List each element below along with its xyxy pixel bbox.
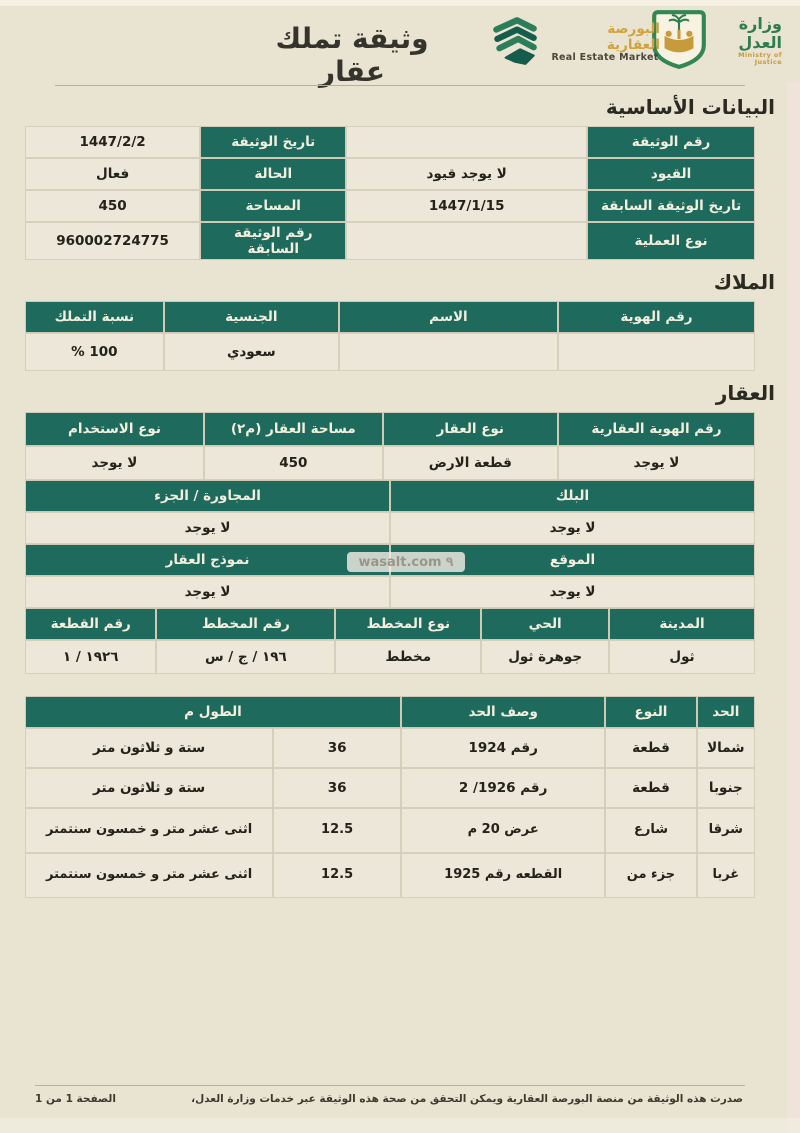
cell-value: ١٩٦ / ج / س	[156, 640, 335, 674]
rem-english-name: Real Estate Market	[551, 52, 659, 64]
cell-length-text: اثنى عشر متر و خمسون سنتمتر	[25, 853, 273, 898]
scan-edge-right	[787, 82, 800, 1133]
cell-length-number: 12.5	[273, 853, 401, 898]
cell-boundary-side: جنوبا	[697, 768, 755, 808]
column-header: الحي	[481, 608, 609, 640]
column-header: الاسم	[339, 301, 558, 333]
moj-english-name: Ministry of Justice	[738, 50, 782, 67]
cell-length-number: 36	[273, 728, 401, 768]
property-block-table	[25, 480, 755, 544]
cell-boundary-type: جزء من	[605, 853, 696, 898]
cell-value: 450	[25, 190, 200, 222]
column-header: النوع	[605, 696, 696, 728]
table-header-row	[25, 696, 755, 728]
owners-table	[25, 301, 755, 371]
column-header: نموذج العقار	[25, 544, 390, 576]
wasalt-mark-icon: ٩	[445, 554, 454, 570]
cell-length-text: ستة و ثلاثون متر	[25, 728, 273, 768]
rem-arabic-name: البورصة العقارية	[606, 21, 660, 53]
section-gap	[25, 684, 775, 696]
cell-value	[339, 333, 558, 371]
table-row	[25, 446, 755, 480]
table-header-row	[25, 301, 755, 333]
boundaries-table	[25, 696, 755, 898]
cell-value: فعال	[25, 158, 200, 190]
cell-value: لا يوجد	[25, 576, 390, 608]
table-row	[25, 853, 755, 898]
table-row	[25, 728, 755, 768]
column-header: الموقع	[390, 544, 755, 576]
table-row	[25, 640, 755, 674]
cell-label: القيود	[587, 158, 755, 190]
rem-logo-text	[550, 22, 660, 64]
column-header: المجاورة / الجزء	[25, 480, 390, 512]
cell-label: رقم الوثيقة	[587, 126, 755, 158]
cell-value: 450	[204, 446, 383, 480]
cell-label: تاريخ الوثيقة	[200, 126, 346, 158]
table-row	[25, 126, 755, 158]
cell-value: لا يوجد	[390, 512, 755, 544]
moj-logo-text	[716, 15, 782, 67]
cell-value: ١٩٢٦ / ١	[25, 640, 156, 674]
cell-length-text: ستة و ثلاثون متر	[25, 768, 273, 808]
column-header: وصف الحد	[401, 696, 605, 728]
cell-label: الحالة	[200, 158, 346, 190]
section-heading-basic-info: البيانات الأساسية	[605, 95, 775, 119]
cell-value: 1447/1/15	[346, 190, 587, 222]
column-header: رقم المخطط	[156, 608, 335, 640]
section-heading-owners: الملاك	[713, 270, 775, 294]
cell-boundary-type: قطعة	[605, 768, 696, 808]
table-row	[25, 333, 755, 371]
table-row	[25, 576, 755, 608]
column-header: الطول م	[25, 696, 401, 728]
table-row	[25, 190, 755, 222]
column-header: مساحة العقار (م٢)	[204, 412, 383, 446]
cell-value: لا يوجد	[390, 576, 755, 608]
footer-note: صدرت هذه الوثيقة من منصة البورصة العقارية ويمكن التحقق من صحة هذه الوثيقة عبر خدمات وزارة العدل،	[191, 1093, 743, 1105]
table-header-row	[25, 608, 755, 640]
column-header: رقم الهوية العقارية	[558, 412, 755, 446]
cell-boundary-desc: القطعه رقم 1925	[401, 853, 605, 898]
column-header: نسبة التملك	[25, 301, 164, 333]
table-row	[25, 808, 755, 853]
document-body	[0, 95, 800, 1088]
cell-length-number: 36	[273, 768, 401, 808]
column-header: الجنسية	[164, 301, 339, 333]
cell-boundary-side: شرقا	[697, 808, 755, 853]
cell-value: ثول	[609, 640, 755, 674]
column-header: نوع الاستخدام	[25, 412, 204, 446]
cell-label: نوع العملية	[587, 222, 755, 260]
cell-boundary-desc: رقم 1924	[401, 728, 605, 768]
rem-building-icon	[488, 16, 542, 70]
moj-arabic-name: وزارة العدل	[738, 14, 782, 52]
column-header: رقم الهوية	[558, 301, 755, 333]
document-header	[0, 0, 800, 86]
real-estate-market-logo	[488, 16, 660, 70]
page-title: وثيقة تملك عقار	[275, 22, 429, 88]
page-number: الصفحة 1 من 1	[35, 1093, 116, 1105]
column-header: نوع العقار	[383, 412, 558, 446]
cell-boundary-side: غربا	[697, 853, 755, 898]
basic-info-table	[25, 126, 755, 260]
cell-value: مخطط	[335, 640, 481, 674]
column-header: رقم القطعة	[25, 608, 156, 640]
property-main-table	[25, 412, 755, 480]
cell-value: قطعة الارض	[383, 446, 558, 480]
table-header-row	[25, 412, 755, 446]
cell-value: لا يوجد	[558, 446, 755, 480]
cell-value: لا يوجد	[25, 512, 390, 544]
cell-boundary-side: شمالا	[697, 728, 755, 768]
cell-boundary-desc: عرض 20 م	[401, 808, 605, 853]
watermark-text: wasalt.com	[358, 554, 442, 570]
column-header: المدينة	[609, 608, 755, 640]
cell-length-number: 12.5	[273, 808, 401, 853]
column-header: البلك	[390, 480, 755, 512]
cell-label: رقم الوثيقة السابقة	[200, 222, 346, 260]
cell-value: لا يوجد	[25, 446, 204, 480]
header-divider	[55, 85, 745, 86]
cell-label: المساحة	[200, 190, 346, 222]
section-heading-property: العقار	[715, 381, 775, 405]
cell-value	[346, 126, 587, 158]
cell-boundary-desc: رقم 1926/ 2	[401, 768, 605, 808]
cell-boundary-type: قطعة	[605, 728, 696, 768]
cell-length-text: اثنى عشر متر و خمسون سنتمتر	[25, 808, 273, 853]
table-row	[25, 158, 755, 190]
empty-space	[25, 908, 775, 1088]
cell-value: 100 %	[25, 333, 164, 371]
column-header: نوع المخطط	[335, 608, 481, 640]
cell-value	[558, 333, 755, 371]
property-plan-table	[25, 608, 755, 674]
cell-label: تاريخ الوثيقة السابقة	[587, 190, 755, 222]
scan-edge-bottom	[0, 1118, 800, 1133]
wasalt-watermark	[347, 552, 465, 572]
ministry-of-justice-logo	[650, 8, 782, 74]
document-footer	[35, 1085, 745, 1105]
cell-value: لا يوجد قيود	[346, 158, 587, 190]
cell-value: سعودي	[164, 333, 339, 371]
table-header-row	[25, 480, 755, 512]
cell-value	[346, 222, 587, 260]
table-row	[25, 222, 755, 260]
table-row	[25, 768, 755, 808]
cell-boundary-type: شارع	[605, 808, 696, 853]
column-header: الحد	[697, 696, 755, 728]
cell-value: 1447/2/2	[25, 126, 200, 158]
cell-value: 960002724775	[25, 222, 200, 260]
table-row	[25, 512, 755, 544]
cell-value: جوهرة ثول	[481, 640, 609, 674]
